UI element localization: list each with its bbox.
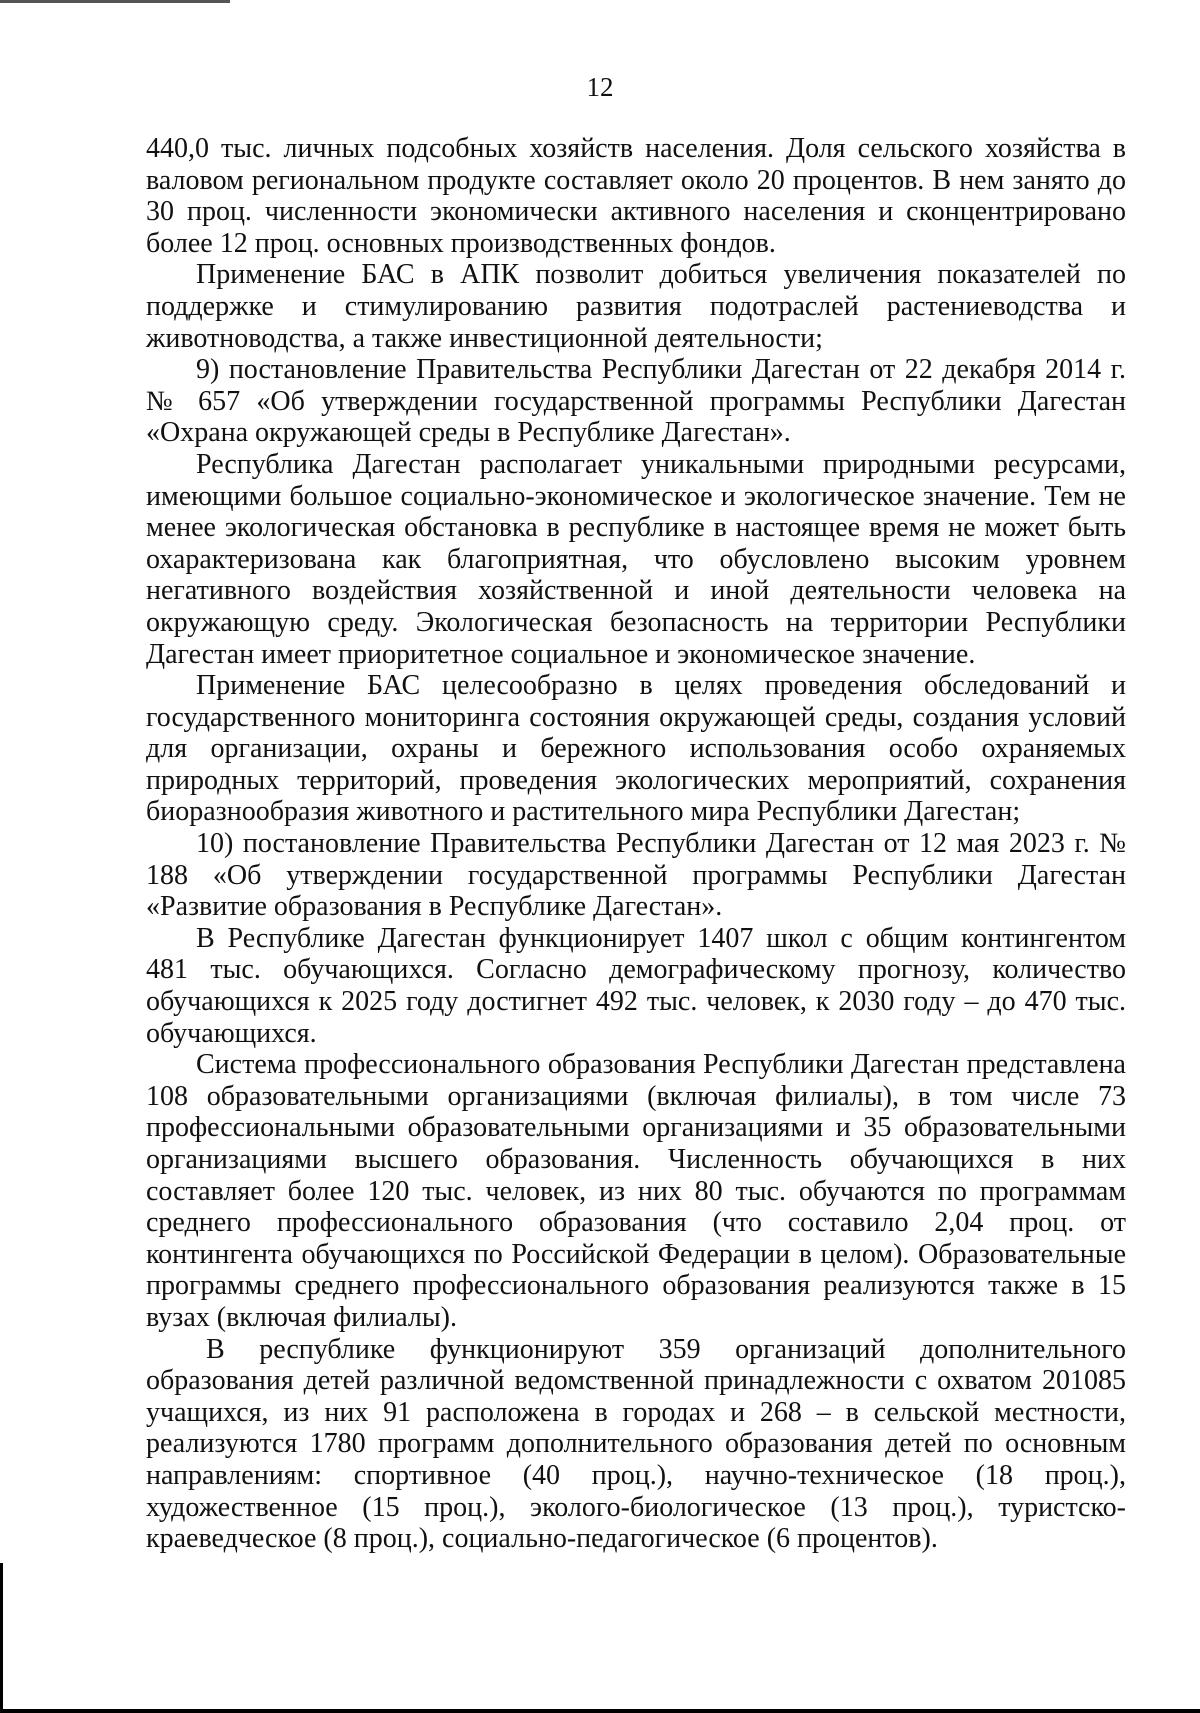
paragraph-natural-resources: Республика Дагестан располагает уникальными природными ресурсами, имеющими большое социально-экономическое и экологическое значение. Тем не менее экологическая обстановка в республике в настоящее время не может быть охарактеризована как благоприятная, что обусловлено высоким уровнем негативного воздействия хозяйственной и иной деятельности человека на окружающую среду. Экологическая безопасность на территории Республики Дагестан имеет приоритетное социальное и экономическое значение. bbox=[146, 448, 1126, 670]
paragraph-agriculture-stats: 440,0 тыс. личных подсобных хозяйств населения. Доля сельского хозяйства в валовом региональном продукте составляет около 20 процентов. В нем занято до 30 проц. численности экономически активного населения и сконцентрировано более 12 проц. основных производственных фондов. bbox=[146, 133, 1126, 259]
paragraph-uas-ecology: Применение БАС целесообразно в целях проведения обследований и государственного мониторинга состояния окружающей среды, создания условий для организации, охраны и бережного использования особо охраняемых природных территорий, проведения экологических мероприятий, сохранения биоразнообразия животного и растительного мира Республики Дагестан; bbox=[146, 670, 1126, 828]
scan-edge-bottom bbox=[0, 1709, 1200, 1713]
document-body bbox=[146, 133, 1126, 1555]
paragraph-decree-10: 10) постановление Правительства Республики Дагестан от 12 мая 2023 г. № 188 «Об утверждении государственной программы Республики Дагестан «Развитие образования в Республике Дагестан». bbox=[146, 828, 1126, 923]
page-number: 12 bbox=[586, 72, 614, 102]
paragraph-decree-9: 9) постановление Правительства Республики Дагестан от 22 декабря 2014 г. № 657 «Об утверждении государственной программы Республики Дагестан «Охрана окружающей среды в Республике Дагестан». bbox=[146, 354, 1126, 449]
paragraph-professional-education: Система профессионального образования Республики Дагестан представлена 108 образовательными организациями (включая филиалы), в том числе 73 профессиональными образовательными организациями и 35 образовательными организациями высшего образования. Численность обучающихся в них составляет более 120 тыс. человек, из них 80 тыс. обучаются по программам среднего профессионального образования (что составило 2,04 проц. от контингента обучающихся по Российской Федерации в целом). Образовательные программы среднего профессионального образования реализуются также в 15 вузах (включая филиалы). bbox=[146, 1049, 1126, 1333]
scan-edge-top bbox=[0, 0, 230, 3]
paragraph-schools: В Республике Дагестан функционирует 1407 школ с общим контингентом 481 тыс. обучающихся. Согласно демографическому прогнозу, количество обучающихся к 2025 году достигнет 492 тыс. человек, к 2030 году – до 470 тыс. обучающихся. bbox=[146, 922, 1126, 1049]
paragraph-uas-agriculture: Применение БАС в АПК позволит добиться увеличения показателей по поддержке и стимулированию развития подотраслей растениеводства и животноводства, а также инвестиционной деятельности; bbox=[146, 259, 1126, 354]
paragraph-additional-education: В республике функционируют 359 организаций дополнительного образования детей различной ведомственной принадлежности с охватом 201085 учащихся, из них 91 расположена в городах и 268 – в сельской местности, реализуются 1780 программ дополнительного образования детей по основным направлениям: спортивное (40 проц.), научно-техническое (18 проц.), художественное (15 проц.), эколого-биологическое (13 проц.), туристско-краеведческое (8 проц.), социально-педагогическое (6 процентов). bbox=[146, 1333, 1126, 1555]
scan-edge-left bbox=[0, 1563, 3, 1713]
